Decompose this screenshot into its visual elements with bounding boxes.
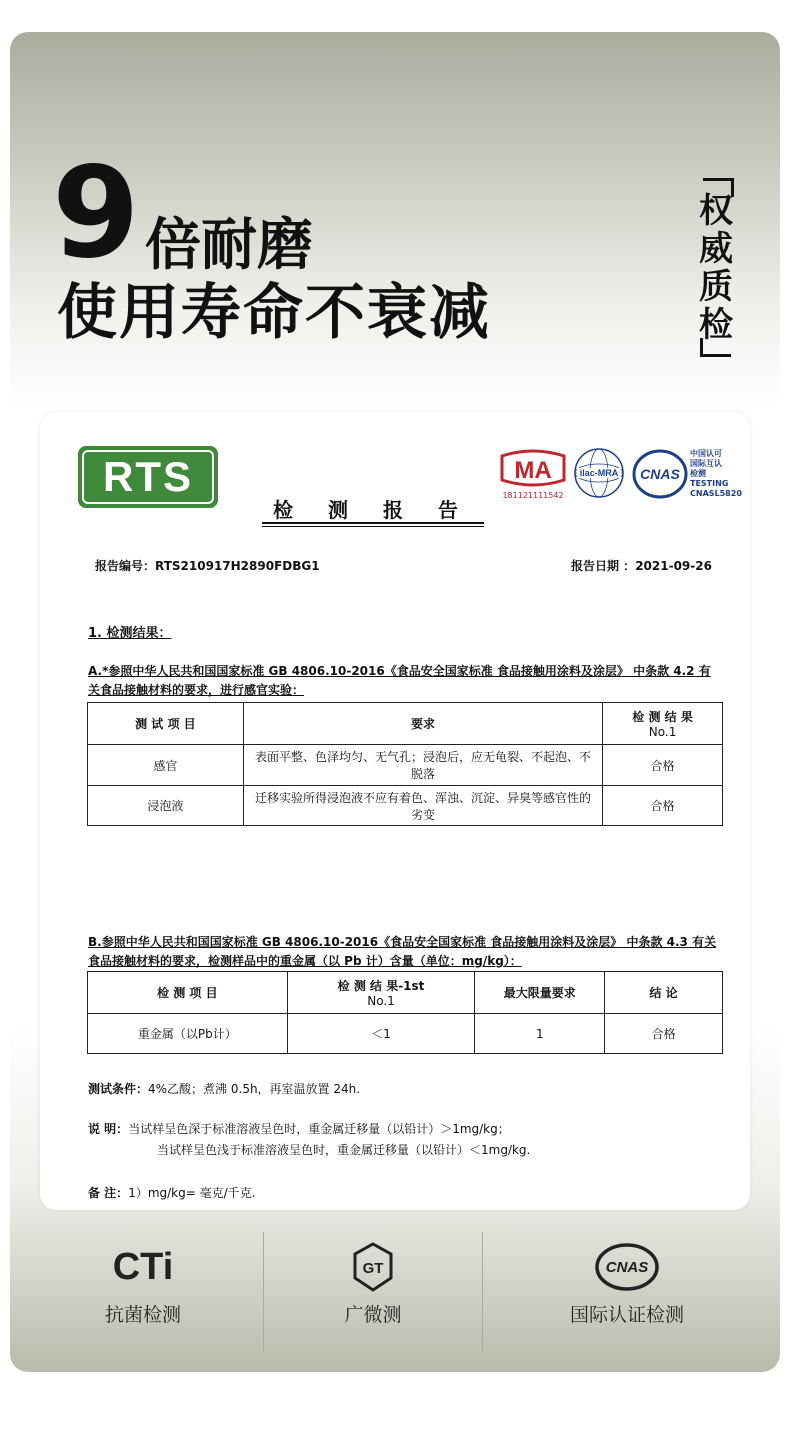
- table-header-row: [88, 972, 723, 1014]
- rts-logo-text: RTS: [82, 450, 214, 504]
- test-condition-text: 4%乙酸；煮沸 0.5h，再室温放置 24h.: [148, 1082, 361, 1096]
- table-cell: 迁移实验所得浸泡液不应有着色、浑浊、沉淀、异臭等感官性的劣变: [243, 786, 602, 826]
- section-a-text: A.*参照中华人民共和国国家标准 GB 4806.10-2016《食品安全国家标准 食品接触用涂料及涂层》 中条款 4.2 有关食品接触材料的要求，进行感官实验：: [88, 664, 711, 697]
- table-header-sub: No.1: [648, 725, 677, 739]
- table-header: 要求: [243, 703, 602, 745]
- report-number-label: 报告编号：: [95, 559, 156, 573]
- table-cell: 表面平整、色泽均匀、无气孔；浸泡后，应无龟裂、不起泡、不脱落: [243, 745, 602, 786]
- footer-divider: [482, 1232, 483, 1352]
- report-date-value: 2021-09-26: [635, 559, 712, 573]
- footer-item-gt: [283, 1240, 463, 1327]
- cnas-footer-text: CNAS: [605, 1259, 649, 1276]
- title-divider: [262, 522, 484, 524]
- table-header: 结 论: [605, 972, 723, 1014]
- report-number-value: RTS210917H2890FDBG1: [155, 559, 320, 573]
- ma-code: 181121111542: [502, 491, 564, 500]
- table-row: [88, 745, 723, 786]
- cti-logo-icon: [53, 1240, 233, 1294]
- table-row: [88, 1014, 723, 1054]
- rts-logo: [78, 446, 218, 508]
- hero-line2: 使用寿命不衰减: [57, 278, 491, 348]
- bracket-bottom-icon: [700, 338, 731, 357]
- cnas-logo-icon: [537, 1240, 717, 1294]
- table-header: 测 试 项 目: [88, 703, 244, 745]
- table-cell: 感官: [88, 745, 244, 786]
- note-line: 当试样呈色深于标准溶液呈色时，重金属迁移量（以铅计）＞1mg/kg；: [128, 1122, 510, 1136]
- remark: [88, 1184, 255, 1201]
- gt-logo-text: GT: [362, 1260, 384, 1277]
- remark-label: 备 注：: [88, 1186, 129, 1200]
- report-date: [571, 557, 712, 574]
- cnas-cert-lines: [690, 449, 742, 499]
- note-label: 说 明：: [88, 1122, 129, 1136]
- footer-label: 广微测: [344, 1304, 402, 1326]
- test-condition-label: 测试条件：: [88, 1082, 149, 1096]
- table-header-text: 检 测 结 果-1st: [337, 979, 425, 993]
- table-header: [287, 972, 475, 1014]
- note: [88, 1120, 510, 1137]
- cti-logo-text: CTi: [112, 1245, 174, 1288]
- table-header-row: [88, 703, 723, 745]
- report-date-label: 报告日期 ：: [571, 559, 636, 573]
- table-header-text: 检 测 结 果: [632, 710, 693, 724]
- vertical-char: 质: [699, 267, 733, 307]
- table-cell: 合格: [603, 786, 723, 826]
- ilac-text: ilac-MRA: [579, 468, 619, 478]
- title-divider: [262, 526, 484, 527]
- ilac-mra-icon: [573, 447, 625, 499]
- section-heading: 1. 检测结果：: [88, 626, 172, 641]
- vertical-char: 威: [699, 229, 733, 269]
- remark-text: 1）mg/kg= 毫克/千克.: [128, 1186, 256, 1200]
- cnas-line: 检测: [690, 469, 706, 478]
- table-cell: 合格: [605, 1014, 723, 1054]
- note-line: 当试样呈色浅于标准溶液呈色时，重金属迁移量（以铅计）＜1mg/kg.: [157, 1143, 531, 1157]
- cnas-line: 中国认可: [690, 449, 722, 458]
- cnas-line: 国际互认: [690, 459, 722, 468]
- footer-divider: [263, 1232, 264, 1352]
- vertical-char: 检: [699, 305, 733, 345]
- footer-label: 抗菌检测: [104, 1304, 181, 1326]
- cnas-text: CNAS: [640, 466, 680, 482]
- table-cell: 合格: [603, 745, 723, 786]
- footer-label: 国际认证检测: [569, 1304, 684, 1326]
- vertical-char: 权: [699, 191, 733, 231]
- section-b-text: B.参照中华人民共和国国家标准 GB 4806.10-2016《食品安全国家标准 食品接触用涂料及涂层》 中条款 4.3 有关食品接触材料的要求，检测样品中的重金属（以 Pb 计）含量（单位：mg/kg）：: [88, 935, 717, 968]
- table-header-sub: No.1: [367, 994, 395, 1008]
- hero-line1: 倍耐磨: [145, 213, 313, 278]
- ma-text: MA: [514, 457, 552, 484]
- footer-item-cti: [53, 1240, 233, 1327]
- table-cell: 重金属（以Pb计）: [88, 1014, 288, 1054]
- test-condition: [88, 1080, 360, 1097]
- table-header: 最大限量要求: [475, 972, 605, 1014]
- vertical-title: [696, 192, 736, 344]
- table-b: [87, 971, 723, 1054]
- table-cell: ＜1: [287, 1014, 475, 1054]
- table-header: 检 测 项 目: [88, 972, 288, 1014]
- table-cell: 1: [475, 1014, 605, 1054]
- table-row: [88, 786, 723, 826]
- table-header: [603, 703, 723, 745]
- hero-number: 9: [52, 139, 136, 286]
- cnas-line: TESTING: [690, 479, 729, 488]
- gt-logo-icon: [283, 1240, 463, 1294]
- footer-item-cnas: [537, 1240, 717, 1327]
- table-a: [87, 702, 723, 826]
- report-number: [95, 557, 320, 574]
- report-title: 检 测 报 告: [273, 498, 472, 522]
- cnas-cert-icon: [632, 448, 688, 500]
- cnas-line: CNASL5820: [690, 489, 742, 498]
- table-cell: 浸泡液: [88, 786, 244, 826]
